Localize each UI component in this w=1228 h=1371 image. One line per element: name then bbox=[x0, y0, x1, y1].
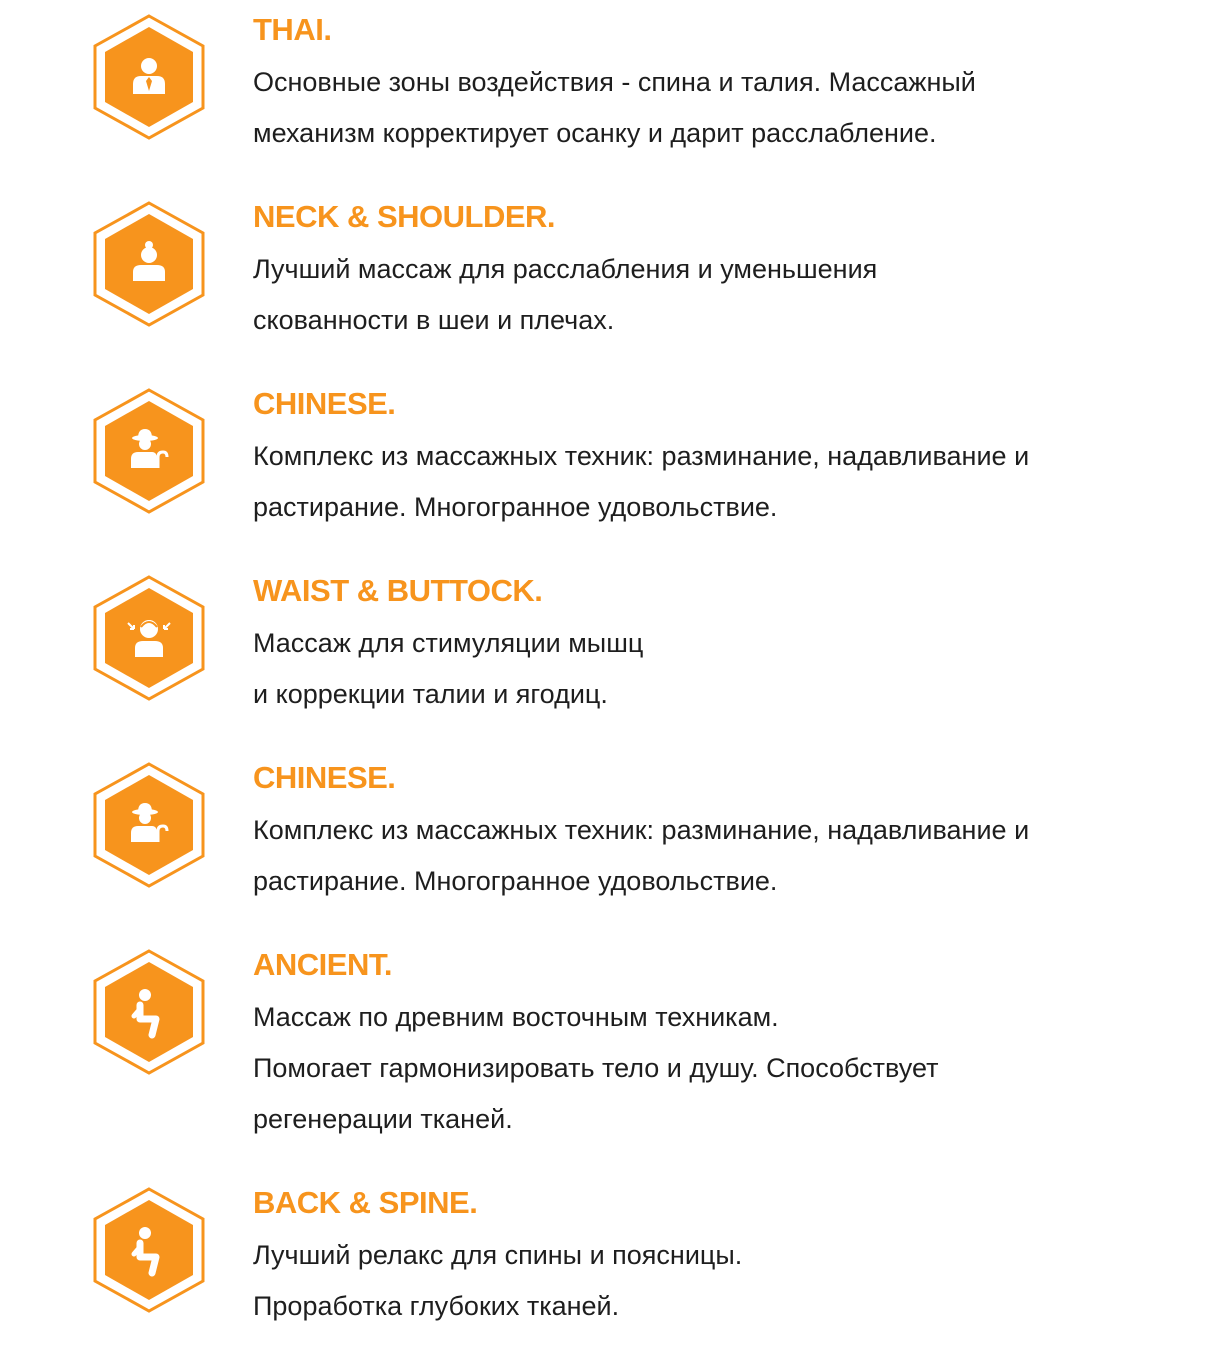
program-title: CHINESE. bbox=[253, 386, 396, 421]
program-description bbox=[253, 805, 1153, 907]
description-line: растирание. Многогранное удовольствие. bbox=[253, 492, 778, 522]
program-description bbox=[253, 244, 1153, 346]
program-description bbox=[253, 431, 1153, 533]
description-line: Массаж по древним восточным техникам. bbox=[253, 1002, 779, 1032]
program-title: NECK & SHOULDER. bbox=[253, 199, 556, 234]
description-line: регенерации тканей. bbox=[253, 1104, 513, 1134]
description-line: Комплекс из массажных техник: разминание, надавливание и bbox=[253, 815, 1030, 845]
program-hexagon bbox=[92, 575, 206, 701]
program-hexagon bbox=[92, 1187, 206, 1313]
description-line: Массаж для стимуляции мышц bbox=[253, 628, 644, 658]
program-title: CHINESE. bbox=[253, 760, 396, 795]
program-title: THAI. bbox=[253, 12, 332, 47]
program-hexagon bbox=[92, 762, 206, 888]
seated-person-icon bbox=[92, 949, 206, 1075]
description-line: Комплекс из массажных техник: разминание, надавливание и bbox=[253, 441, 1030, 471]
program-title: BACK & SPINE. bbox=[253, 1185, 478, 1220]
program-hexagon bbox=[92, 388, 206, 514]
elder-with-cane-icon bbox=[92, 388, 206, 514]
businessman-icon bbox=[92, 14, 206, 140]
program-title: ANCIENT. bbox=[253, 947, 392, 982]
program-description bbox=[253, 992, 1153, 1145]
description-line: Проработка глубоких тканей. bbox=[253, 1291, 620, 1321]
elder-with-cane-icon bbox=[92, 762, 206, 888]
program-hexagon bbox=[92, 949, 206, 1075]
description-line: и коррекции талии и ягодиц. bbox=[253, 679, 608, 709]
program-hexagon bbox=[92, 14, 206, 140]
description-line: Лучший релакс для спины и поясницы. bbox=[253, 1240, 743, 1270]
description-line: Лучший массаж для расслабления и уменьшения bbox=[253, 254, 878, 284]
description-line: Помогает гармонизировать тело и душу. Способствует bbox=[253, 1053, 939, 1083]
seated-person-icon bbox=[92, 1187, 206, 1313]
description-line: механизм корректирует осанку и дарит расслабление. bbox=[253, 118, 937, 148]
description-line: скованности в шеи и плечах. bbox=[253, 305, 615, 335]
description-line: растирание. Многогранное удовольствие. bbox=[253, 866, 778, 896]
program-description bbox=[253, 1230, 1153, 1332]
program-title: WAIST & BUTTOCK. bbox=[253, 573, 543, 608]
program-description bbox=[253, 618, 1153, 720]
program-description bbox=[253, 57, 1153, 159]
woman-icon bbox=[92, 201, 206, 327]
description-line: Основные зоны воздействия - спина и талия. Массажный bbox=[253, 67, 976, 97]
program-hexagon bbox=[92, 201, 206, 327]
person-with-arrows-icon bbox=[92, 575, 206, 701]
